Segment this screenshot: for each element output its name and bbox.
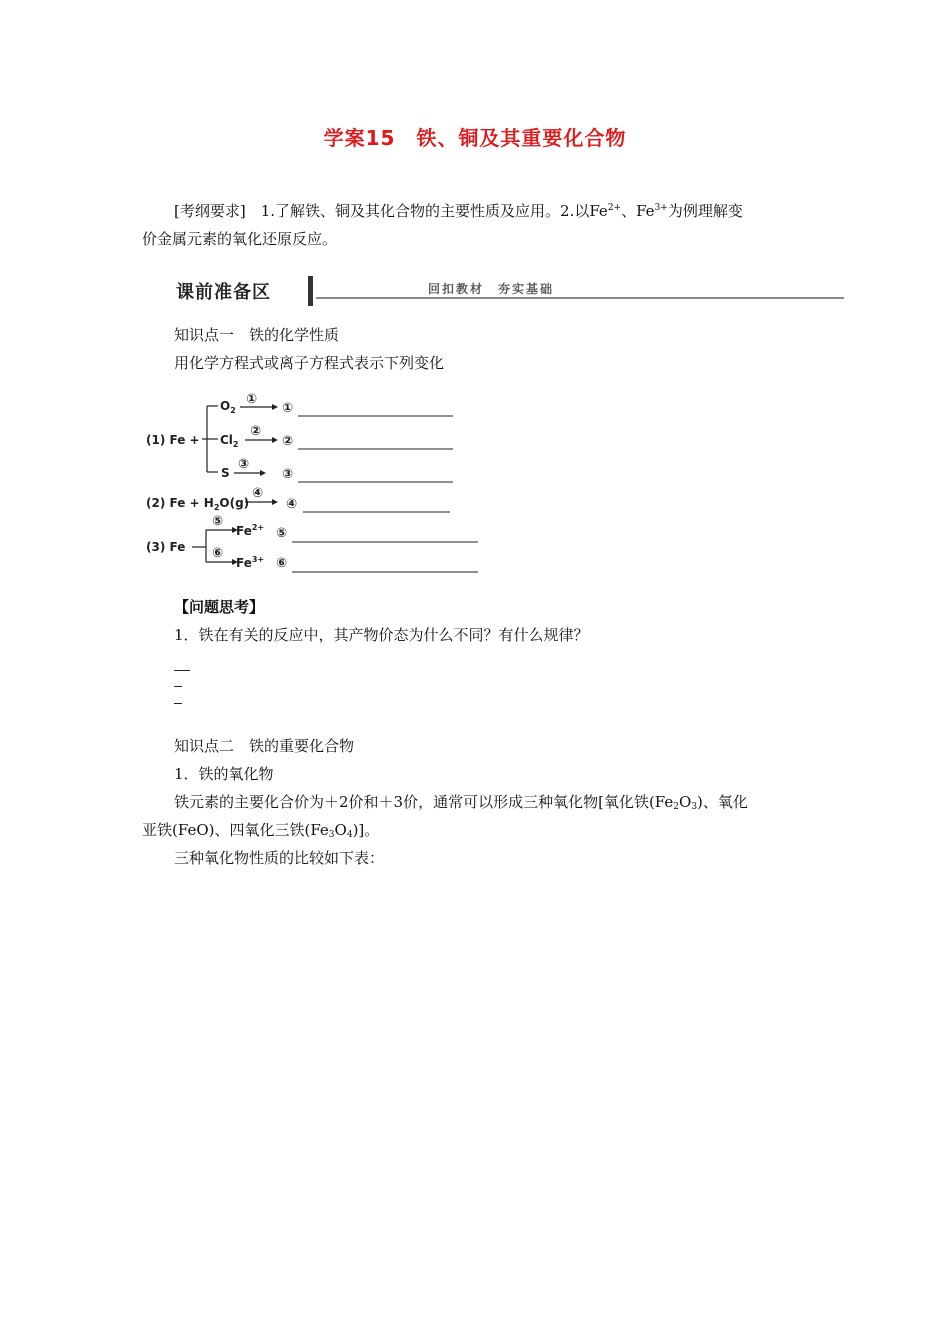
requirements-text: 为例理解变 (667, 202, 743, 220)
page-title: 学案15 铁、铜及其重要化合物 (323, 126, 627, 150)
step-number-6: ⑥ (212, 546, 224, 561)
answer-blank (174, 703, 182, 704)
arrow-head (272, 499, 278, 505)
product-fe3: $Fe^{3+}$ (236, 555, 265, 570)
arrow-head (272, 437, 278, 443)
step-number-3: ③ (238, 457, 250, 472)
requirements-text: 、Fe (621, 202, 655, 220)
blank-number-2: ② (282, 434, 294, 449)
fe3-superscript: 3+ (654, 203, 668, 213)
banner-divider (308, 276, 313, 306)
blank-number-1: ① (282, 401, 294, 416)
banner-left-label: 课前准备区 (176, 282, 271, 303)
step-number-1: ① (246, 392, 258, 407)
kp2-paragraph-1: 铁元素的主要化合价为＋2价和＋3价，通常可以形成三种氧化物[氧化铁$(Fe_2O_3)$、氧化 (174, 793, 748, 812)
blank-number-3: ③ (282, 467, 294, 482)
requirements-line2: 价金属元素的氧化还原反应。 (142, 230, 338, 248)
exam-requirements (142, 197, 824, 253)
reactant-o2: $O_2$ (220, 399, 236, 415)
answer-blank (174, 670, 190, 671)
product-fe2: $Fe^{2+}$ (236, 523, 265, 538)
reaction-2-prefix: (2) $Fe + H_2O(g)$ (146, 496, 250, 512)
reactant-cl2: $Cl_2$ (220, 433, 239, 449)
answer-blank (174, 686, 182, 687)
section-banner (174, 276, 846, 306)
arrow-head (260, 470, 266, 476)
fe2-superscript: 2+ (607, 203, 622, 213)
question-heading: 【问题思考】 (174, 598, 265, 616)
iron-reaction-diagram (140, 388, 500, 588)
kp2-subheading: 1．铁的氧化物 (174, 765, 274, 783)
reaction-1-prefix: (1) Fe + (146, 433, 200, 447)
blank-number-4: ④ (286, 497, 298, 512)
kp1-heading: 知识点一 铁的化学性质 (174, 326, 340, 344)
arrow-head (272, 404, 278, 410)
kp2-paragraph-3: 三种氧化物性质的比较如下表： (174, 849, 385, 867)
blank-number-5: ⑤ (276, 526, 288, 541)
requirements-text: 1.了解铁、铜及其化合物的主要性质及应用。2.以Fe (245, 202, 608, 220)
step-number-5: ⑤ (212, 514, 224, 529)
requirements-tag: [考纲要求] (174, 202, 246, 220)
reaction-3-prefix: (3) Fe (146, 540, 186, 554)
step-number-2: ② (250, 424, 262, 439)
kp1-instruction: 用化学方程式或离子方程式表示下列变化 (174, 354, 445, 372)
question-1: 1．铁在有关的反应中，其产物价态为什么不同？有什么规律？ (174, 626, 589, 644)
blank-number-6: ⑥ (276, 556, 288, 571)
kp2-heading: 知识点二 铁的重要化合物 (174, 737, 355, 755)
reactant-s: S (221, 466, 230, 480)
step-number-4: ④ (252, 486, 264, 501)
banner-rule (316, 297, 844, 299)
kp2-paragraph-2: 亚铁(FeO)、四氧化三铁$(Fe_3O_4)$]。 (142, 821, 380, 840)
banner-right-label: 回扣教材 夯实基础 (428, 282, 555, 296)
